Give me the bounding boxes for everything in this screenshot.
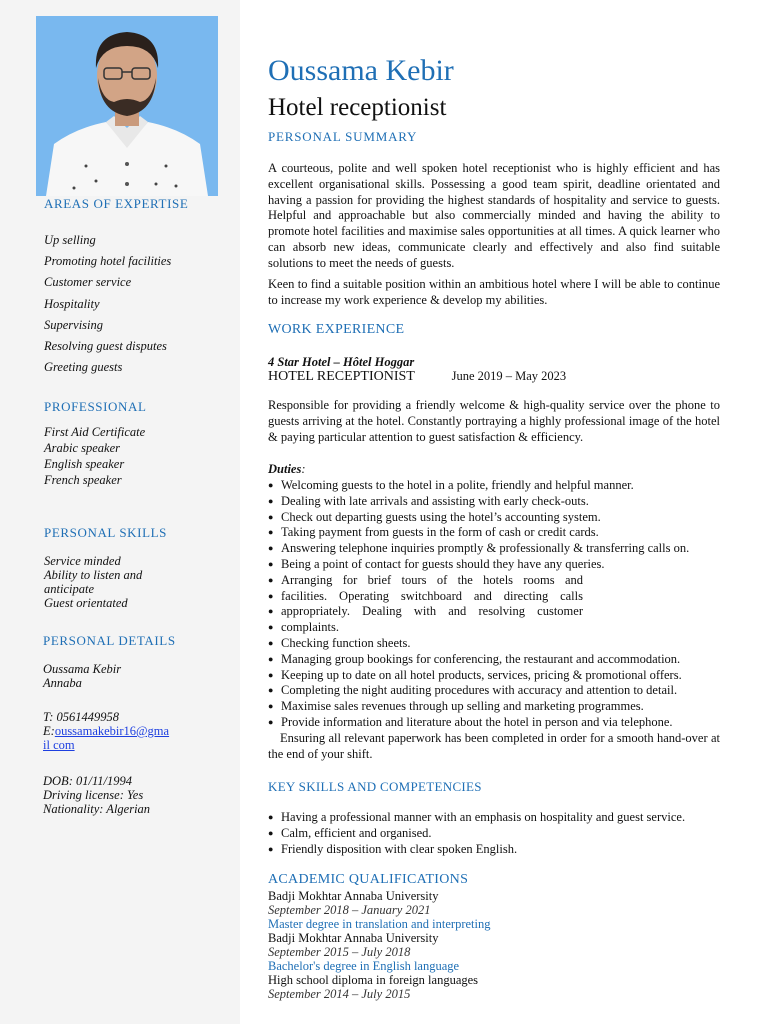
key-skills-list — [268, 810, 720, 857]
list-item: September 2014 – July 2015 — [268, 987, 411, 1001]
list-item: ● Calm, efficient and organised. — [268, 826, 720, 842]
duties-list — [268, 478, 720, 731]
summary-heading: PERSONAL SUMMARY — [268, 129, 418, 144]
expertise-heading: AREAS OF EXPERTISE — [44, 196, 189, 211]
list-item: Greeting guests — [44, 360, 123, 375]
academic-list — [268, 889, 491, 1001]
list-item: Ability to listen and — [44, 568, 143, 582]
list-item: Promoting hotel facilities — [44, 254, 172, 269]
profile-photo — [36, 16, 218, 196]
list-item: ● Having a professional manner with an emphasis on hospitality and guest service. — [268, 810, 720, 826]
list-item: ● complaints. — [268, 620, 720, 636]
detail-city: Annaba — [43, 676, 82, 690]
list-item: ● Managing group bookings for conferencing, the restaurant and accommodation. — [268, 652, 720, 668]
detail-license: Driving license: Yes — [43, 788, 144, 802]
professional-list — [44, 424, 145, 488]
list-item: Customer service — [44, 275, 132, 290]
skills-heading: PERSONAL SKILLS — [44, 525, 168, 540]
list-item: Badji Mokhtar Annaba University — [268, 931, 439, 945]
list-item: ● Being a point of contact for guests should they have any queries. — [268, 557, 720, 573]
email-link-continued[interactable]: il com — [43, 738, 75, 752]
person-portrait-icon — [36, 16, 218, 196]
list-item: ● Checking function sheets. — [268, 636, 720, 652]
list-item: French speaker — [44, 473, 122, 487]
list-item: Guest orientated — [44, 596, 128, 610]
role-line — [268, 369, 566, 385]
list-item: September 2018 – January 2021 — [268, 903, 431, 917]
list-item: Badji Mokhtar Annaba University — [268, 889, 439, 903]
duties-label-line — [268, 462, 306, 477]
role-title: HOTEL RECEPTIONIST — [268, 369, 415, 384]
key-skills-heading: KEY SKILLS AND COMPETENCIES — [268, 779, 482, 794]
list-item: ● appropriately. Dealing with and resolving customer — [268, 604, 583, 620]
list-item: Hospitality — [44, 296, 100, 311]
list-item: anticipate — [44, 582, 94, 596]
summary-paragraph-2: Keen to find a suitable position within an ambitious hotel where I will be able to continue to increase my work experience & develop my abilities. — [268, 277, 720, 307]
detail-phone: T: 0561449958 — [43, 710, 120, 724]
duties-colon: : — [301, 462, 306, 476]
personal-details — [43, 662, 169, 816]
list-item: Arabic speaker — [44, 441, 121, 455]
candidate-name: Oussama Kebir — [268, 54, 454, 87]
summary-paragraph: A courteous, polite and well spoken hotel receptionist who is highly efficient and has excellent organisational skills. Possessing a good team spirit, deadline orientated and having a passion for providing the highest standards of hospitality and service to guests. Helpful and approachable but also commercially minded and having the ability to promote hotel facilities and maximise sales opportunities at all times. A quick learner who can absorb new ideas, communicate clearly and effectively and also find suitable solutions to meet the needs of guests. — [268, 161, 720, 270]
list-item: ● facilities. Operating switchboard and directing calls — [268, 589, 583, 605]
list-item: Supervising — [44, 317, 104, 332]
list-item: ● Completing the night auditing procedures with accuracy and attention to detail. — [268, 683, 720, 699]
list-item: First Aid Certificate — [44, 425, 146, 439]
list-item: Up selling — [44, 233, 96, 247]
role-dates: June 2019 – May 2023 — [451, 369, 567, 383]
list-item: Service minded — [44, 554, 121, 568]
list-item: Resolving guest disputes — [44, 339, 167, 354]
list-item: ● Arranging for brief tours of the hotels rooms and — [268, 573, 583, 589]
work-heading: WORK EXPERIENCE — [268, 322, 405, 337]
list-item: ● Taking payment from guests in the form of cash or credit cards. — [268, 525, 720, 541]
list-item: English speaker — [44, 457, 125, 471]
list-item: ● Answering telephone inquiries promptly & professionally & transferring calls on. — [268, 541, 720, 557]
academic-heading: ACADEMIC QUALIFICATIONS — [268, 872, 469, 887]
list-item: ● Keeping up to date on all hotel products, services, pricing & promotional offers. — [268, 668, 720, 684]
list-item: High school diploma in foreign languages — [268, 973, 479, 987]
list-item: ● Welcoming guests to the hotel in a polite, friendly and helpful manner. — [268, 478, 720, 494]
skills-list — [44, 554, 142, 610]
work-description: Responsible for providing a friendly welcome & high-quality service over the phone to guests arriving at the hotel. Constantly portraying a highly professional image of the hotel & paying particular attention to guest satisfaction & efficiency. — [268, 398, 720, 444]
email-link[interactable]: oussamakebir16@gma — [54, 724, 170, 738]
list-item: Master degree in translation and interpreting — [268, 917, 491, 931]
list-item: ● Provide information and literature about the hotel in person and via telephone. — [268, 715, 720, 731]
work-closing: Ensuring all relevant paperwork has been completed in order for a smooth hand-over at the end of your shift. — [268, 731, 720, 761]
professional-heading: PROFESSIONAL — [44, 399, 147, 414]
list-item: ● Friendly disposition with clear spoken English. — [268, 842, 720, 858]
list-item: ● Maximise sales revenues through up selling and marketing programmes. — [268, 699, 720, 715]
list-item: September 2015 – July 2018 — [268, 945, 411, 959]
detail-email — [43, 724, 169, 738]
email-prefix: E: — [43, 724, 55, 738]
list-item: Bachelor's degree in English language — [268, 959, 460, 973]
expertise-list — [44, 230, 171, 378]
details-heading: PERSONAL DETAILS — [43, 633, 176, 648]
detail-dob: DOB: 01/11/1994 — [43, 774, 132, 788]
list-item: ● Dealing with late arrivals and assisting with early check-outs. — [268, 494, 720, 510]
employer: 4 Star Hotel – Hôtel Hoggar — [268, 355, 415, 369]
list-item: ● Check out departing guests using the hotel’s accounting system. — [268, 510, 720, 526]
duties-label: Duties — [268, 462, 302, 476]
job-title: Hotel receptionist — [268, 94, 447, 121]
detail-nationality: Nationality: Algerian — [43, 802, 151, 816]
detail-name: Oussama Kebir — [43, 662, 122, 676]
